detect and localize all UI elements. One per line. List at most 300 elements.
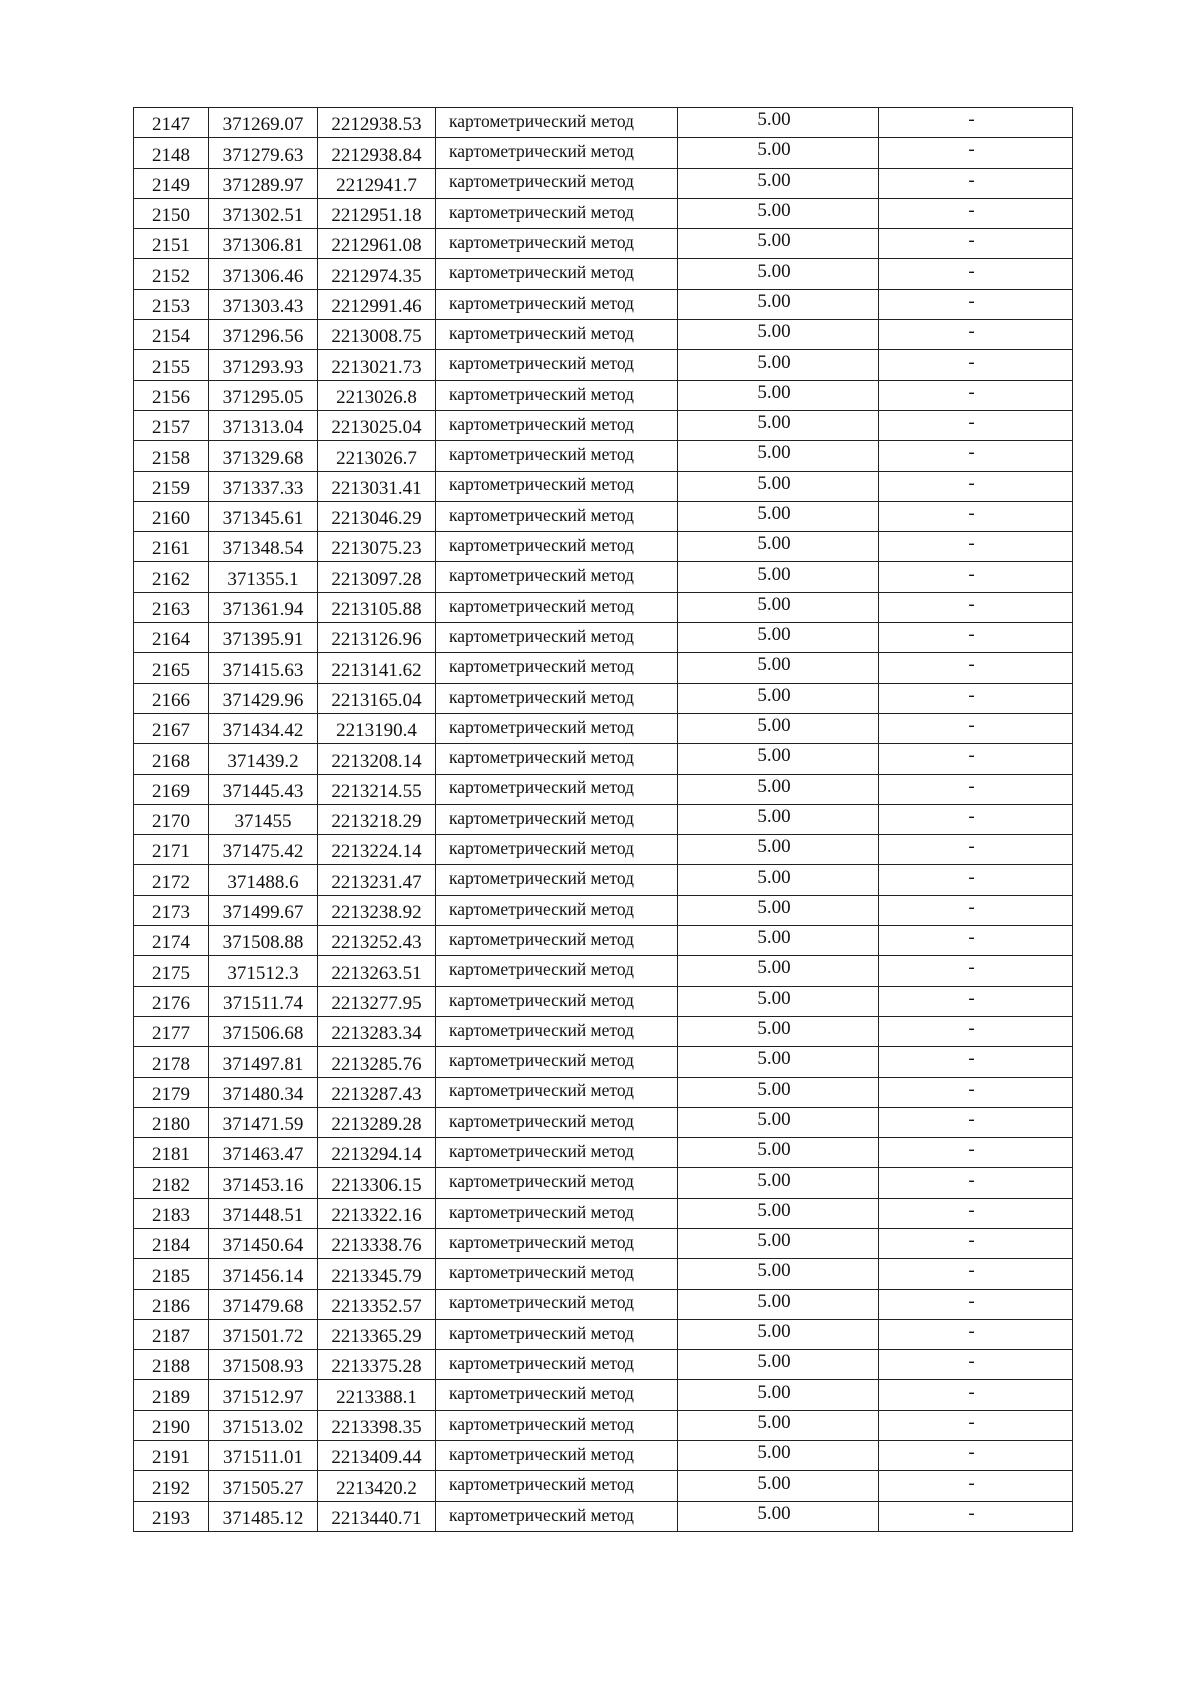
accuracy-cell: 5.00 (678, 835, 879, 865)
point-number-cell: 2175 (134, 956, 209, 986)
x-coordinate-cell: 371505.27 (209, 1471, 318, 1501)
description-cell: - (879, 592, 1073, 622)
accuracy-cell: 5.00 (678, 653, 879, 683)
x-coordinate-cell: 371463.47 (209, 1138, 318, 1168)
description-cell: - (879, 1198, 1073, 1228)
y-coordinate-cell: 2213294.14 (318, 1138, 436, 1168)
x-coordinate-cell: 371497.81 (209, 1047, 318, 1077)
point-number-cell: 2178 (134, 1047, 209, 1077)
point-number-cell: 2190 (134, 1410, 209, 1440)
table-row (134, 138, 1073, 168)
x-coordinate-cell: 371445.43 (209, 774, 318, 804)
description-cell: - (879, 320, 1073, 350)
description-cell: - (879, 1350, 1073, 1380)
method-cell: картометрический метод (436, 1228, 678, 1258)
point-number-cell: 2191 (134, 1441, 209, 1471)
accuracy-cell: 5.00 (678, 1471, 879, 1501)
y-coordinate-cell: 2213025.04 (318, 410, 436, 440)
x-coordinate-cell: 371475.42 (209, 835, 318, 865)
point-number-cell: 2167 (134, 713, 209, 743)
method-cell: картометрический метод (436, 956, 678, 986)
accuracy-cell: 5.00 (678, 1289, 879, 1319)
x-coordinate-cell: 371293.93 (209, 350, 318, 380)
description-cell: - (879, 1228, 1073, 1258)
method-cell: картометрический метод (436, 653, 678, 683)
description-cell: - (879, 653, 1073, 683)
description-cell: - (879, 532, 1073, 562)
table-row (134, 501, 1073, 531)
y-coordinate-cell: 2213252.43 (318, 926, 436, 956)
description-cell: - (879, 683, 1073, 713)
y-coordinate-cell: 2213375.28 (318, 1350, 436, 1380)
y-coordinate-cell: 2213285.76 (318, 1047, 436, 1077)
point-number-cell: 2158 (134, 441, 209, 471)
y-coordinate-cell: 2213283.34 (318, 1016, 436, 1046)
method-cell: картометрический метод (436, 1259, 678, 1289)
table-row (134, 1047, 1073, 1077)
y-coordinate-cell: 2213306.15 (318, 1168, 436, 1198)
table-row (134, 1289, 1073, 1319)
x-coordinate-cell: 371329.68 (209, 441, 318, 471)
table-row (134, 289, 1073, 319)
y-coordinate-cell: 2213190.4 (318, 713, 436, 743)
table-row (134, 865, 1073, 895)
method-cell: картометрический метод (436, 744, 678, 774)
method-cell: картометрический метод (436, 1441, 678, 1471)
table-row (134, 956, 1073, 986)
table-row (134, 1350, 1073, 1380)
x-coordinate-cell: 371512.3 (209, 956, 318, 986)
description-cell: - (879, 1047, 1073, 1077)
table-row (134, 1198, 1073, 1228)
table-row (134, 804, 1073, 834)
table-row (134, 1441, 1073, 1471)
point-number-cell: 2177 (134, 1016, 209, 1046)
point-number-cell: 2173 (134, 895, 209, 925)
x-coordinate-cell: 371439.2 (209, 744, 318, 774)
method-cell: картометрический метод (436, 320, 678, 350)
point-number-cell: 2169 (134, 774, 209, 804)
method-cell: картометрический метод (436, 562, 678, 592)
table-row (134, 713, 1073, 743)
method-cell: картометрический метод (436, 1501, 678, 1531)
point-number-cell: 2155 (134, 350, 209, 380)
accuracy-cell: 5.00 (678, 956, 879, 986)
table-row (134, 1380, 1073, 1410)
method-cell: картометрический метод (436, 259, 678, 289)
x-coordinate-cell: 371429.96 (209, 683, 318, 713)
description-cell: - (879, 108, 1073, 138)
y-coordinate-cell: 2213046.29 (318, 501, 436, 531)
table-row (134, 744, 1073, 774)
accuracy-cell: 5.00 (678, 501, 879, 531)
accuracy-cell: 5.00 (678, 804, 879, 834)
y-coordinate-cell: 2213008.75 (318, 320, 436, 350)
method-cell: картометрический метод (436, 168, 678, 198)
table-row (134, 198, 1073, 228)
y-coordinate-cell: 2213365.29 (318, 1319, 436, 1349)
point-number-cell: 2159 (134, 471, 209, 501)
description-cell: - (879, 1410, 1073, 1440)
y-coordinate-cell: 2213126.96 (318, 623, 436, 653)
y-coordinate-cell: 2213352.57 (318, 1289, 436, 1319)
table-row (134, 774, 1073, 804)
accuracy-cell: 5.00 (678, 592, 879, 622)
description-cell: - (879, 865, 1073, 895)
table-row (134, 592, 1073, 622)
accuracy-cell: 5.00 (678, 471, 879, 501)
accuracy-cell: 5.00 (678, 1107, 879, 1137)
point-number-cell: 2149 (134, 168, 209, 198)
x-coordinate-cell: 371279.63 (209, 138, 318, 168)
accuracy-cell: 5.00 (678, 289, 879, 319)
x-coordinate-cell: 371361.94 (209, 592, 318, 622)
x-coordinate-cell: 371480.34 (209, 1077, 318, 1107)
y-coordinate-cell: 2213026.8 (318, 380, 436, 410)
description-cell: - (879, 1501, 1073, 1531)
description-cell: - (879, 1016, 1073, 1046)
point-number-cell: 2182 (134, 1168, 209, 1198)
y-coordinate-cell: 2212974.35 (318, 259, 436, 289)
point-number-cell: 2179 (134, 1077, 209, 1107)
table-row (134, 562, 1073, 592)
table-row (134, 1259, 1073, 1289)
description-cell: - (879, 168, 1073, 198)
accuracy-cell: 5.00 (678, 1380, 879, 1410)
method-cell: картометрический метод (436, 1198, 678, 1228)
x-coordinate-cell: 371355.1 (209, 562, 318, 592)
x-coordinate-cell: 371508.88 (209, 926, 318, 956)
method-cell: картометрический метод (436, 350, 678, 380)
method-cell: картометрический метод (436, 1350, 678, 1380)
description-cell: - (879, 986, 1073, 1016)
x-coordinate-cell: 371499.67 (209, 895, 318, 925)
table-row (134, 835, 1073, 865)
x-coordinate-cell: 371450.64 (209, 1228, 318, 1258)
x-coordinate-cell: 371471.59 (209, 1107, 318, 1137)
x-coordinate-cell: 371395.91 (209, 623, 318, 653)
y-coordinate-cell: 2213409.44 (318, 1441, 436, 1471)
point-number-cell: 2147 (134, 108, 209, 138)
point-number-cell: 2150 (134, 198, 209, 228)
table-row (134, 350, 1073, 380)
point-number-cell: 2188 (134, 1350, 209, 1380)
y-coordinate-cell: 2212951.18 (318, 198, 436, 228)
description-cell: - (879, 1380, 1073, 1410)
method-cell: картометрический метод (436, 1471, 678, 1501)
accuracy-cell: 5.00 (678, 441, 879, 471)
accuracy-cell: 5.00 (678, 1198, 879, 1228)
accuracy-cell: 5.00 (678, 259, 879, 289)
description-cell: - (879, 198, 1073, 228)
x-coordinate-cell: 371479.68 (209, 1289, 318, 1319)
accuracy-cell: 5.00 (678, 865, 879, 895)
method-cell: картометрический метод (436, 986, 678, 1016)
table-row (134, 380, 1073, 410)
description-cell: - (879, 501, 1073, 531)
x-coordinate-cell: 371508.93 (209, 1350, 318, 1380)
accuracy-cell: 5.00 (678, 926, 879, 956)
x-coordinate-cell: 371485.12 (209, 1501, 318, 1531)
table-row (134, 168, 1073, 198)
y-coordinate-cell: 2212941.7 (318, 168, 436, 198)
point-number-cell: 2164 (134, 623, 209, 653)
table-row (134, 926, 1073, 956)
accuracy-cell: 5.00 (678, 1016, 879, 1046)
method-cell: картометрический метод (436, 501, 678, 531)
table-row (134, 895, 1073, 925)
method-cell: картометрический метод (436, 441, 678, 471)
point-number-cell: 2170 (134, 804, 209, 834)
description-cell: - (879, 1138, 1073, 1168)
accuracy-cell: 5.00 (678, 744, 879, 774)
accuracy-cell: 5.00 (678, 1410, 879, 1440)
point-number-cell: 2153 (134, 289, 209, 319)
x-coordinate-cell: 371345.61 (209, 501, 318, 531)
description-cell: - (879, 289, 1073, 319)
table-row (134, 1319, 1073, 1349)
y-coordinate-cell: 2213165.04 (318, 683, 436, 713)
table-row (134, 1410, 1073, 1440)
description-cell: - (879, 441, 1073, 471)
x-coordinate-cell: 371295.05 (209, 380, 318, 410)
accuracy-cell: 5.00 (678, 623, 879, 653)
table-row (134, 108, 1073, 138)
description-cell: - (879, 956, 1073, 986)
method-cell: картометрический метод (436, 532, 678, 562)
y-coordinate-cell: 2212938.84 (318, 138, 436, 168)
method-cell: картометрический метод (436, 198, 678, 228)
description-cell: - (879, 1289, 1073, 1319)
accuracy-cell: 5.00 (678, 1047, 879, 1077)
point-number-cell: 2181 (134, 1138, 209, 1168)
method-cell: картометрический метод (436, 1289, 678, 1319)
y-coordinate-cell: 2213224.14 (318, 835, 436, 865)
method-cell: картометрический метод (436, 623, 678, 653)
y-coordinate-cell: 2213208.14 (318, 744, 436, 774)
x-coordinate-cell: 371511.01 (209, 1441, 318, 1471)
point-number-cell: 2154 (134, 320, 209, 350)
table-row (134, 259, 1073, 289)
x-coordinate-cell: 371488.6 (209, 865, 318, 895)
y-coordinate-cell: 2213287.43 (318, 1077, 436, 1107)
method-cell: картометрический метод (436, 1047, 678, 1077)
y-coordinate-cell: 2213231.47 (318, 865, 436, 895)
method-cell: картометрический метод (436, 229, 678, 259)
method-cell: картометрический метод (436, 774, 678, 804)
description-cell: - (879, 926, 1073, 956)
method-cell: картометрический метод (436, 1410, 678, 1440)
description-cell: - (879, 229, 1073, 259)
description-cell: - (879, 1077, 1073, 1107)
description-cell: - (879, 471, 1073, 501)
accuracy-cell: 5.00 (678, 320, 879, 350)
y-coordinate-cell: 2212991.46 (318, 289, 436, 319)
accuracy-cell: 5.00 (678, 138, 879, 168)
accuracy-cell: 5.00 (678, 1259, 879, 1289)
description-cell: - (879, 410, 1073, 440)
point-number-cell: 2186 (134, 1289, 209, 1319)
description-cell: - (879, 1107, 1073, 1137)
point-number-cell: 2184 (134, 1228, 209, 1258)
method-cell: картометрический метод (436, 835, 678, 865)
description-cell: - (879, 895, 1073, 925)
x-coordinate-cell: 371303.43 (209, 289, 318, 319)
x-coordinate-cell: 371337.33 (209, 471, 318, 501)
x-coordinate-cell: 371501.72 (209, 1319, 318, 1349)
description-cell: - (879, 1441, 1073, 1471)
accuracy-cell: 5.00 (678, 108, 879, 138)
accuracy-cell: 5.00 (678, 350, 879, 380)
method-cell: картометрический метод (436, 410, 678, 440)
point-number-cell: 2148 (134, 138, 209, 168)
method-cell: картометрический метод (436, 1016, 678, 1046)
description-cell: - (879, 562, 1073, 592)
point-number-cell: 2163 (134, 592, 209, 622)
method-cell: картометрический метод (436, 804, 678, 834)
table-row (134, 1107, 1073, 1137)
description-cell: - (879, 1319, 1073, 1349)
table-row (134, 471, 1073, 501)
accuracy-cell: 5.00 (678, 1501, 879, 1531)
y-coordinate-cell: 2213218.29 (318, 804, 436, 834)
description-cell: - (879, 380, 1073, 410)
y-coordinate-cell: 2213338.76 (318, 1228, 436, 1258)
accuracy-cell: 5.00 (678, 562, 879, 592)
method-cell: картометрический метод (436, 895, 678, 925)
y-coordinate-cell: 2213214.55 (318, 774, 436, 804)
method-cell: картометрический метод (436, 1319, 678, 1349)
point-number-cell: 2161 (134, 532, 209, 562)
accuracy-cell: 5.00 (678, 1077, 879, 1107)
table-row (134, 320, 1073, 350)
x-coordinate-cell: 371453.16 (209, 1168, 318, 1198)
x-coordinate-cell: 371506.68 (209, 1016, 318, 1046)
table-row (134, 229, 1073, 259)
x-coordinate-cell: 371513.02 (209, 1410, 318, 1440)
point-number-cell: 2174 (134, 926, 209, 956)
point-number-cell: 2171 (134, 835, 209, 865)
description-cell: - (879, 259, 1073, 289)
point-number-cell: 2189 (134, 1380, 209, 1410)
point-number-cell: 2162 (134, 562, 209, 592)
point-number-cell: 2172 (134, 865, 209, 895)
description-cell: - (879, 623, 1073, 653)
y-coordinate-cell: 2213289.28 (318, 1107, 436, 1137)
x-coordinate-cell: 371296.56 (209, 320, 318, 350)
x-coordinate-cell: 371448.51 (209, 1198, 318, 1228)
x-coordinate-cell: 371289.97 (209, 168, 318, 198)
coordinates-table (133, 107, 1073, 1532)
point-number-cell: 2176 (134, 986, 209, 1016)
method-cell: картометрический метод (436, 926, 678, 956)
table-row (134, 1501, 1073, 1531)
point-number-cell: 2157 (134, 410, 209, 440)
accuracy-cell: 5.00 (678, 1228, 879, 1258)
point-number-cell: 2183 (134, 1198, 209, 1228)
y-coordinate-cell: 2213075.23 (318, 532, 436, 562)
point-number-cell: 2187 (134, 1319, 209, 1349)
y-coordinate-cell: 2213105.88 (318, 592, 436, 622)
method-cell: картометрический метод (436, 713, 678, 743)
method-cell: картометрический метод (436, 1168, 678, 1198)
method-cell: картометрический метод (436, 1077, 678, 1107)
table-row (134, 623, 1073, 653)
accuracy-cell: 5.00 (678, 229, 879, 259)
table-row (134, 532, 1073, 562)
x-coordinate-cell: 371306.81 (209, 229, 318, 259)
x-coordinate-cell: 371306.46 (209, 259, 318, 289)
accuracy-cell: 5.00 (678, 1138, 879, 1168)
y-coordinate-cell: 2213388.1 (318, 1380, 436, 1410)
point-number-cell: 2160 (134, 501, 209, 531)
method-cell: картометрический метод (436, 865, 678, 895)
table-row (134, 683, 1073, 713)
description-cell: - (879, 1471, 1073, 1501)
point-number-cell: 2152 (134, 259, 209, 289)
x-coordinate-cell: 371434.42 (209, 713, 318, 743)
y-coordinate-cell: 2213322.16 (318, 1198, 436, 1228)
y-coordinate-cell: 2213420.2 (318, 1471, 436, 1501)
y-coordinate-cell: 2213238.92 (318, 895, 436, 925)
description-cell: - (879, 804, 1073, 834)
accuracy-cell: 5.00 (678, 410, 879, 440)
x-coordinate-cell: 371348.54 (209, 532, 318, 562)
point-number-cell: 2193 (134, 1501, 209, 1531)
table-row (134, 653, 1073, 683)
method-cell: картометрический метод (436, 108, 678, 138)
y-coordinate-cell: 2213097.28 (318, 562, 436, 592)
table-row (134, 1138, 1073, 1168)
y-coordinate-cell: 2213263.51 (318, 956, 436, 986)
y-coordinate-cell: 2212961.08 (318, 229, 436, 259)
description-cell: - (879, 835, 1073, 865)
table-row (134, 1228, 1073, 1258)
y-coordinate-cell: 2213277.95 (318, 986, 436, 1016)
accuracy-cell: 5.00 (678, 713, 879, 743)
table-row (134, 1077, 1073, 1107)
point-number-cell: 2168 (134, 744, 209, 774)
table-row (134, 986, 1073, 1016)
y-coordinate-cell: 2213141.62 (318, 653, 436, 683)
point-number-cell: 2180 (134, 1107, 209, 1137)
method-cell: картометрический метод (436, 471, 678, 501)
description-cell: - (879, 1168, 1073, 1198)
table-body (134, 108, 1073, 1532)
table-row (134, 441, 1073, 471)
method-cell: картометрический метод (436, 1380, 678, 1410)
method-cell: картометрический метод (436, 289, 678, 319)
description-cell: - (879, 1259, 1073, 1289)
x-coordinate-cell: 371415.63 (209, 653, 318, 683)
table-row (134, 1016, 1073, 1046)
method-cell: картометрический метод (436, 592, 678, 622)
accuracy-cell: 5.00 (678, 1319, 879, 1349)
accuracy-cell: 5.00 (678, 986, 879, 1016)
method-cell: картометрический метод (436, 683, 678, 713)
y-coordinate-cell: 2213398.35 (318, 1410, 436, 1440)
method-cell: картометрический метод (436, 138, 678, 168)
description-cell: - (879, 774, 1073, 804)
accuracy-cell: 5.00 (678, 774, 879, 804)
y-coordinate-cell: 2213031.41 (318, 471, 436, 501)
x-coordinate-cell: 371269.07 (209, 108, 318, 138)
y-coordinate-cell: 2213345.79 (318, 1259, 436, 1289)
x-coordinate-cell: 371302.51 (209, 198, 318, 228)
y-coordinate-cell: 2212938.53 (318, 108, 436, 138)
accuracy-cell: 5.00 (678, 1350, 879, 1380)
accuracy-cell: 5.00 (678, 198, 879, 228)
